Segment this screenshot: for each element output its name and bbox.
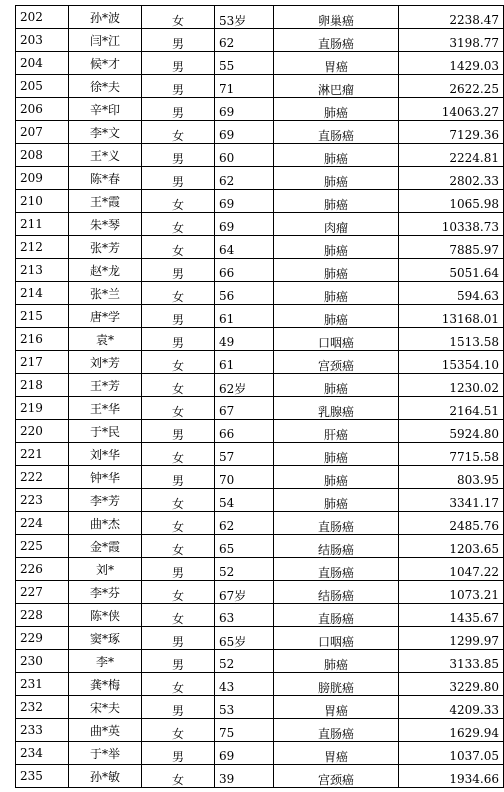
patient-age: 64 bbox=[215, 239, 274, 262]
diagnosis: 肉瘤 bbox=[274, 216, 399, 239]
diagnosis: 肺癌 bbox=[274, 101, 399, 124]
diagnosis: 肺癌 bbox=[274, 653, 399, 676]
row-number: 231 bbox=[16, 673, 69, 696]
table-row bbox=[16, 719, 504, 742]
patient-sex: 男 bbox=[142, 32, 215, 55]
patient-age: 69 bbox=[215, 124, 274, 147]
patient-sex: 男 bbox=[142, 561, 215, 584]
cost-amount: 4209.33 bbox=[399, 699, 504, 722]
row-number: 227 bbox=[16, 581, 69, 604]
patient-age: 62 bbox=[215, 170, 274, 193]
patient-name: 刘* bbox=[69, 558, 142, 581]
diagnosis: 肺癌 bbox=[274, 377, 399, 400]
patient-age: 62 bbox=[215, 32, 274, 55]
table-row bbox=[16, 351, 504, 374]
cost-amount: 7885.97 bbox=[399, 239, 504, 262]
cost-amount: 5924.80 bbox=[399, 423, 504, 446]
patient-sex: 女 bbox=[142, 216, 215, 239]
patient-name: 于*民 bbox=[69, 420, 142, 443]
cost-amount: 2802.33 bbox=[399, 170, 504, 193]
cost-amount: 2622.25 bbox=[399, 78, 504, 101]
diagnosis: 乳腺癌 bbox=[274, 400, 399, 423]
cost-amount: 15354.10 bbox=[399, 354, 504, 377]
table-row bbox=[16, 144, 504, 167]
patient-sex: 女 bbox=[142, 354, 215, 377]
patient-sex: 男 bbox=[142, 745, 215, 768]
row-number: 229 bbox=[16, 627, 69, 650]
patient-sex: 女 bbox=[142, 584, 215, 607]
patient-age: 43 bbox=[215, 676, 274, 699]
cost-amount: 1435.67 bbox=[399, 607, 504, 630]
row-number: 216 bbox=[16, 328, 69, 351]
patient-name: 唐*学 bbox=[69, 305, 142, 328]
diagnosis: 肺癌 bbox=[274, 262, 399, 285]
diagnosis: 肺癌 bbox=[274, 193, 399, 216]
cost-amount: 3133.85 bbox=[399, 653, 504, 676]
patient-sex: 女 bbox=[142, 607, 215, 630]
patient-sex: 女 bbox=[142, 722, 215, 745]
table-row bbox=[16, 535, 504, 558]
patient-name: 孙*敏 bbox=[69, 765, 142, 788]
row-number: 232 bbox=[16, 696, 69, 719]
patient-age: 69 bbox=[215, 193, 274, 216]
cost-amount: 3341.17 bbox=[399, 492, 504, 515]
row-number: 213 bbox=[16, 259, 69, 282]
diagnosis: 肺癌 bbox=[274, 239, 399, 262]
table-row bbox=[16, 98, 504, 121]
cost-amount: 2164.51 bbox=[399, 400, 504, 423]
patient-age: 57 bbox=[215, 446, 274, 469]
row-number: 224 bbox=[16, 512, 69, 535]
table-row bbox=[16, 282, 504, 305]
patient-name: 曲*杰 bbox=[69, 512, 142, 535]
cost-amount: 1203.65 bbox=[399, 538, 504, 561]
patient-sex: 男 bbox=[142, 653, 215, 676]
patient-name: 于*举 bbox=[69, 742, 142, 765]
table-row bbox=[16, 236, 504, 259]
table-row bbox=[16, 328, 504, 351]
patient-name: 王*芳 bbox=[69, 374, 142, 397]
patient-name: 曲*英 bbox=[69, 719, 142, 742]
row-number: 202 bbox=[16, 6, 69, 29]
patient-age: 53岁 bbox=[215, 9, 274, 32]
patient-sex: 女 bbox=[142, 676, 215, 699]
table-row bbox=[16, 512, 504, 535]
patient-sex: 男 bbox=[142, 308, 215, 331]
diagnosis: 宫颈癌 bbox=[274, 354, 399, 377]
diagnosis: 肺癌 bbox=[274, 170, 399, 193]
diagnosis: 口咽癌 bbox=[274, 630, 399, 653]
patient-age: 69 bbox=[215, 101, 274, 124]
diagnosis: 直肠癌 bbox=[274, 32, 399, 55]
patient-name: 李*文 bbox=[69, 121, 142, 144]
table-row bbox=[16, 673, 504, 696]
table-row bbox=[16, 29, 504, 52]
patient-name: 张*兰 bbox=[69, 282, 142, 305]
patient-sex: 女 bbox=[142, 492, 215, 515]
cost-amount: 1513.58 bbox=[399, 331, 504, 354]
patient-sex: 男 bbox=[142, 630, 215, 653]
patient-cost-table bbox=[15, 5, 504, 788]
cost-amount: 1230.02 bbox=[399, 377, 504, 400]
patient-name: 刘*华 bbox=[69, 443, 142, 466]
diagnosis: 直肠癌 bbox=[274, 124, 399, 147]
patient-name: 王*霞 bbox=[69, 190, 142, 213]
patient-sex: 女 bbox=[142, 515, 215, 538]
row-number: 223 bbox=[16, 489, 69, 512]
cost-amount: 1934.66 bbox=[399, 768, 504, 791]
table-row bbox=[16, 52, 504, 75]
table-row bbox=[16, 489, 504, 512]
patient-name: 钟*华 bbox=[69, 466, 142, 489]
diagnosis: 肺癌 bbox=[274, 492, 399, 515]
patient-age: 61 bbox=[215, 354, 274, 377]
diagnosis: 卵巢癌 bbox=[274, 9, 399, 32]
patient-name: 陈*春 bbox=[69, 167, 142, 190]
patient-age: 63 bbox=[215, 607, 274, 630]
patient-name: 金*霞 bbox=[69, 535, 142, 558]
row-number: 221 bbox=[16, 443, 69, 466]
diagnosis: 宫颈癌 bbox=[274, 768, 399, 791]
row-number: 203 bbox=[16, 29, 69, 52]
patient-age: 49 bbox=[215, 331, 274, 354]
patient-name: 赵*龙 bbox=[69, 259, 142, 282]
patient-name: 窦*琢 bbox=[69, 627, 142, 650]
patient-age: 70 bbox=[215, 469, 274, 492]
patient-sex: 女 bbox=[142, 768, 215, 791]
row-number: 208 bbox=[16, 144, 69, 167]
table-row bbox=[16, 374, 504, 397]
patient-age: 67 bbox=[215, 400, 274, 423]
row-number: 219 bbox=[16, 397, 69, 420]
patient-age: 75 bbox=[215, 722, 274, 745]
patient-sex: 男 bbox=[142, 78, 215, 101]
diagnosis: 直肠癌 bbox=[274, 515, 399, 538]
row-number: 234 bbox=[16, 742, 69, 765]
cost-amount: 14063.27 bbox=[399, 101, 504, 124]
diagnosis: 直肠癌 bbox=[274, 607, 399, 630]
diagnosis: 直肠癌 bbox=[274, 722, 399, 745]
patient-age: 54 bbox=[215, 492, 274, 515]
cost-amount: 803.95 bbox=[399, 469, 504, 492]
diagnosis: 口咽癌 bbox=[274, 331, 399, 354]
cost-amount: 2485.76 bbox=[399, 515, 504, 538]
diagnosis: 膀胱癌 bbox=[274, 676, 399, 699]
diagnosis: 肺癌 bbox=[274, 469, 399, 492]
table-row bbox=[16, 190, 504, 213]
patient-sex: 男 bbox=[142, 170, 215, 193]
row-number: 211 bbox=[16, 213, 69, 236]
patient-age: 62 bbox=[215, 515, 274, 538]
diagnosis: 肝癌 bbox=[274, 423, 399, 446]
table-row bbox=[16, 259, 504, 282]
diagnosis: 胃癌 bbox=[274, 745, 399, 768]
patient-name: 陈*侠 bbox=[69, 604, 142, 627]
cost-amount: 1073.21 bbox=[399, 584, 504, 607]
diagnosis: 淋巴瘤 bbox=[274, 78, 399, 101]
patient-name: 李* bbox=[69, 650, 142, 673]
row-number: 209 bbox=[16, 167, 69, 190]
patient-sex: 女 bbox=[142, 124, 215, 147]
diagnosis: 胃癌 bbox=[274, 55, 399, 78]
patient-name: 闫*江 bbox=[69, 29, 142, 52]
cost-amount: 2238.47 bbox=[399, 9, 504, 32]
patient-name: 孙*波 bbox=[69, 6, 142, 29]
cost-amount: 1047.22 bbox=[399, 561, 504, 584]
cost-amount: 1037.05 bbox=[399, 745, 504, 768]
cost-amount: 1429.03 bbox=[399, 55, 504, 78]
patient-sex: 男 bbox=[142, 101, 215, 124]
table-row bbox=[16, 420, 504, 443]
patient-age: 61 bbox=[215, 308, 274, 331]
patient-age: 56 bbox=[215, 285, 274, 308]
table-row bbox=[16, 650, 504, 673]
table-row bbox=[16, 765, 504, 788]
row-number: 204 bbox=[16, 52, 69, 75]
row-number: 212 bbox=[16, 236, 69, 259]
table-row bbox=[16, 604, 504, 627]
patient-sex: 女 bbox=[142, 377, 215, 400]
cost-amount: 3229.80 bbox=[399, 676, 504, 699]
patient-age: 53 bbox=[215, 699, 274, 722]
patient-name: 李*芳 bbox=[69, 489, 142, 512]
patient-age: 52 bbox=[215, 653, 274, 676]
patient-sex: 男 bbox=[142, 469, 215, 492]
row-number: 217 bbox=[16, 351, 69, 374]
diagnosis: 肺癌 bbox=[274, 285, 399, 308]
table-row bbox=[16, 581, 504, 604]
patient-name: 宋*夫 bbox=[69, 696, 142, 719]
cost-amount: 5051.64 bbox=[399, 262, 504, 285]
table-row bbox=[16, 443, 504, 466]
patient-sex: 男 bbox=[142, 699, 215, 722]
row-number: 220 bbox=[16, 420, 69, 443]
patient-name: 候*才 bbox=[69, 52, 142, 75]
cost-amount: 10338.73 bbox=[399, 216, 504, 239]
diagnosis: 结肠癌 bbox=[274, 538, 399, 561]
patient-name: 张*芳 bbox=[69, 236, 142, 259]
table-row bbox=[16, 213, 504, 236]
patient-sex: 女 bbox=[142, 400, 215, 423]
diagnosis: 肺癌 bbox=[274, 446, 399, 469]
cost-amount: 2224.81 bbox=[399, 147, 504, 170]
patient-name: 王*义 bbox=[69, 144, 142, 167]
patient-age: 55 bbox=[215, 55, 274, 78]
patient-name: 辛*印 bbox=[69, 98, 142, 121]
table-row bbox=[16, 6, 504, 29]
table-row bbox=[16, 627, 504, 650]
patient-age: 62岁 bbox=[215, 377, 274, 400]
row-number: 210 bbox=[16, 190, 69, 213]
row-number: 230 bbox=[16, 650, 69, 673]
patient-name: 王*华 bbox=[69, 397, 142, 420]
row-number: 222 bbox=[16, 466, 69, 489]
patient-sex: 女 bbox=[142, 446, 215, 469]
patient-sex: 女 bbox=[142, 193, 215, 216]
row-number: 226 bbox=[16, 558, 69, 581]
patient-age: 66 bbox=[215, 262, 274, 285]
patient-sex: 女 bbox=[142, 239, 215, 262]
table-row bbox=[16, 167, 504, 190]
diagnosis: 结肠癌 bbox=[274, 584, 399, 607]
cost-amount: 1299.97 bbox=[399, 630, 504, 653]
diagnosis: 直肠癌 bbox=[274, 561, 399, 584]
patient-sex: 女 bbox=[142, 285, 215, 308]
table-row bbox=[16, 696, 504, 719]
table-row bbox=[16, 75, 504, 98]
patient-sex: 男 bbox=[142, 423, 215, 446]
table-row bbox=[16, 121, 504, 144]
patient-name: 龚*梅 bbox=[69, 673, 142, 696]
patient-name: 袁* bbox=[69, 328, 142, 351]
patient-age: 71 bbox=[215, 78, 274, 101]
patient-name: 刘*芳 bbox=[69, 351, 142, 374]
row-number: 218 bbox=[16, 374, 69, 397]
patient-age: 67岁 bbox=[215, 584, 274, 607]
diagnosis: 胃癌 bbox=[274, 699, 399, 722]
cost-amount: 7129.36 bbox=[399, 124, 504, 147]
row-number: 233 bbox=[16, 719, 69, 742]
row-number: 214 bbox=[16, 282, 69, 305]
diagnosis: 肺癌 bbox=[274, 308, 399, 331]
row-number: 228 bbox=[16, 604, 69, 627]
cost-amount: 13168.01 bbox=[399, 308, 504, 331]
cost-amount: 7715.58 bbox=[399, 446, 504, 469]
row-number: 235 bbox=[16, 765, 69, 788]
row-number: 205 bbox=[16, 75, 69, 98]
row-number: 215 bbox=[16, 305, 69, 328]
patient-name: 朱*琴 bbox=[69, 213, 142, 236]
table-body bbox=[16, 6, 504, 788]
patient-age: 39 bbox=[215, 768, 274, 791]
table-row bbox=[16, 466, 504, 489]
patient-sex: 女 bbox=[142, 538, 215, 561]
patient-name: 李*芬 bbox=[69, 581, 142, 604]
table-row bbox=[16, 742, 504, 765]
row-number: 206 bbox=[16, 98, 69, 121]
cost-amount: 3198.77 bbox=[399, 32, 504, 55]
cost-amount: 1065.98 bbox=[399, 193, 504, 216]
patient-age: 52 bbox=[215, 561, 274, 584]
patient-sex: 男 bbox=[142, 331, 215, 354]
row-number: 207 bbox=[16, 121, 69, 144]
patient-age: 65岁 bbox=[215, 630, 274, 653]
patient-age: 66 bbox=[215, 423, 274, 446]
patient-age: 60 bbox=[215, 147, 274, 170]
patient-age: 65 bbox=[215, 538, 274, 561]
patient-sex: 女 bbox=[142, 9, 215, 32]
patient-sex: 男 bbox=[142, 147, 215, 170]
patient-sex: 男 bbox=[142, 55, 215, 78]
table-row bbox=[16, 305, 504, 328]
cost-amount: 594.63 bbox=[399, 285, 504, 308]
diagnosis: 肺癌 bbox=[274, 147, 399, 170]
row-number: 225 bbox=[16, 535, 69, 558]
table-row bbox=[16, 397, 504, 420]
cost-amount: 1629.94 bbox=[399, 722, 504, 745]
patient-age: 69 bbox=[215, 216, 274, 239]
patient-age: 69 bbox=[215, 745, 274, 768]
patient-sex: 男 bbox=[142, 262, 215, 285]
table-row bbox=[16, 558, 504, 581]
patient-name: 徐*夫 bbox=[69, 75, 142, 98]
